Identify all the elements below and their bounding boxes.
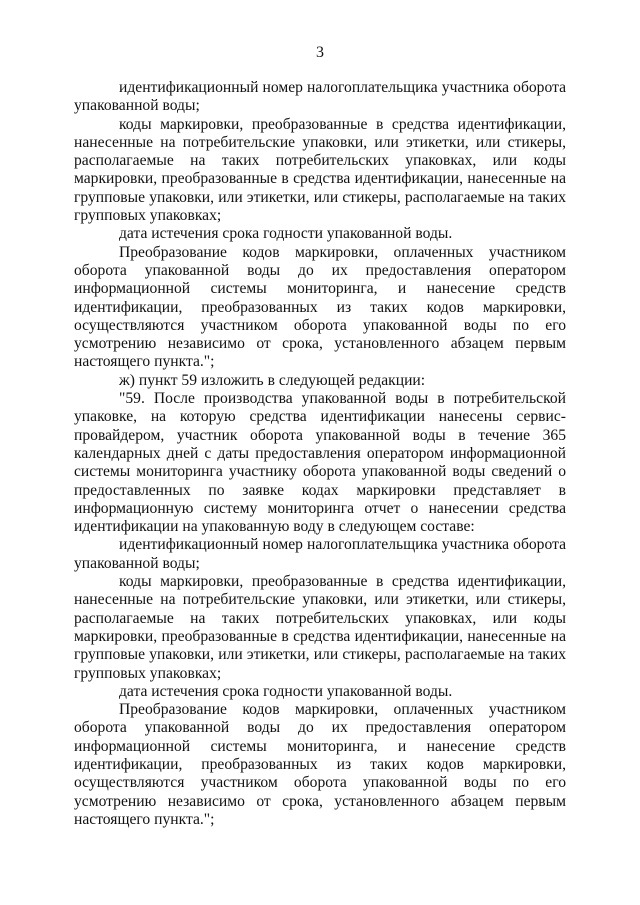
paragraph-clause-59: "59. После производства упакованной воды в потребительской упаковке, на которую средства идентификации нанесены сервис-провайдером, участник оборота упакованной воды в течение 365 календарных дней с даты предоставления оператором информационной системы мониторинга участнику оборота упакованной воды сведений о предоставленных по заявке кодах маркировки представляет в информационную систему мониторинга отчет о нанесении средства идентификации на упакованную воду в следующем составе: [74,390,566,536]
paragraph-taxpayer-id-2: идентификационный номер налогоплательщика участника оборота упакованной воды; [74,536,566,572]
paragraph-marking-codes-1: коды маркировки, преобразованные в средства идентификации, нанесенные на потребительские упаковки, или этикетки, или стикеры, располагаемые на таких потребительских упаковках, или коды маркировки, преобразованные в средства идентификации, нанесенные на групповые упаковки, или этикетки, или стикеры, располагаемые на таких групповых упаковках; [74,115,566,225]
paragraph-expiry-date-2: дата истечения срока годности упакованной воды. [119,682,453,700]
paragraph-code-conversion-1: Преобразование кодов маркировки, оплаченных участником оборота упакованной воды до их предоставления оператором информационной системы мониторинга, и нанесение средств идентификации, преобразованных из таких кодов маркировки, осуществляются участником оборота упакованной воды по его усмотрению независимо от срока, установленного абзацем первым настоящего пункта."; [74,243,566,371]
paragraph-taxpayer-id-1: идентификационный номер налогоплательщика участника оборота упакованной воды; [74,79,566,115]
paragraph-code-conversion-2: Преобразование кодов маркировки, оплаченных участником оборота упакованной воды до их предоставления оператором информационной системы мониторинга, и нанесение средств идентификации, преобразованных из таких кодов маркировки, осуществляются участником оборота упакованной воды по его усмотрению независимо от срока, установленного абзацем первым настоящего пункта."; [74,701,566,828]
paragraph-amendment-item-zh: ж) пункт 59 изложить в следующей редакции: [119,371,426,389]
document-body [74,79,566,829]
paragraph-expiry-date-1: дата истечения срока годности упакованной воды. [119,225,453,243]
paragraph-marking-codes-2: коды маркировки, преобразованные в средства идентификации, нанесенные на потребительские упаковки, или этикетки, или стикеры, располагаемые на таких потребительских упаковках, или коды маркировки, преобразованные в средства идентификации, нанесенные на групповые упаковки, или этикетки, или стикеры, располагаемые на таких групповых упаковках; [74,573,566,682]
page-number: 3 [316,44,324,61]
